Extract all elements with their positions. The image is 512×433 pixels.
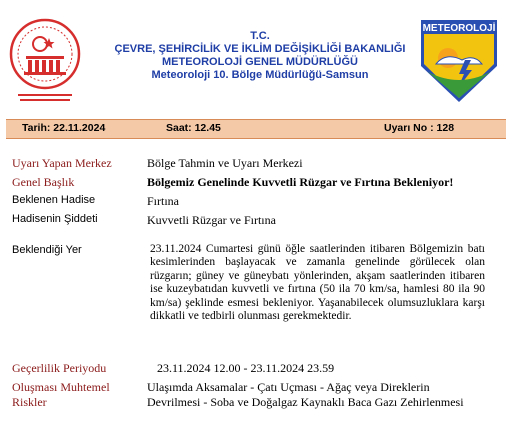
info-bar [6,119,506,139]
warning-number: Uyarı No : 128 [384,122,455,134]
expected-place-description: 23.11.2024 Cumartesi günü öğle saatlerinden itibaren Bölgemizin batı kesimlerinden başlayacak ve zamanla genelinde görülecek olan rüzgarın; güney ve güneybatı yönlerinden, akşam saatlerinden itibaren ise kuzeybatıdan kuvvetli ve fırtına (50 ila 70 km/sa, hamlesi 80 ila 90 km/sa) şeklinde esmesi bekleniyor. Yaşanabilecek olumsuzluklara karşı dikkatli ve tedbirli olunması gerekmektedir. [150,243,485,323]
header-title-block [100,30,420,82]
header-directorate: METEOROLOJİ GENEL MÜDÜRLÜĞÜ [162,56,358,68]
validity-period-label: Geçerlilik Periyodu [12,361,107,375]
header-ministry: ÇEVRE, ŞEHİRCİLİK VE İKLİM DEĞİŞİKLİĞİ BAKANLIĞI [114,43,406,55]
issuer-label: Uyarı Yapan Merkez [12,156,112,170]
ministry-logo-icon [6,14,84,106]
possible-risks-label-line1: Oluşması Muhtemel [12,380,110,394]
meteorology-logo-text: METEOROLOJİ [422,23,496,34]
possible-risks-label-line2: Riskler [12,395,47,409]
expected-event-value: Fırtına [147,194,179,208]
possible-risks-value-line2: Devrilmesi - Soba ve Doğalgaz Kaynaklı Baca Gazı Zehirlenmesi [147,395,464,409]
header-regional-office: Meteoroloji 10. Bölge Müdürlüğü-Samsun [151,69,369,81]
severity-label: Hadisenin Şiddeti [12,213,98,225]
possible-risks-value-line1: Ulaşımda Aksamalar - Çatı Uçması - Ağaç veya Direklerin [147,380,430,394]
issue-time: Saat: 12.45 [166,122,221,134]
expected-place-label: Beklendiği Yer [12,244,82,256]
general-title-label: Genel Başlık [12,175,75,189]
meteorology-logo-icon [418,14,500,104]
issue-date: Tarih: 22.11.2024 [22,122,106,134]
header-tc: T.C. [250,30,270,42]
general-title-value: Bölgemiz Genelinde Kuvvetli Rüzgar ve Fırtına Bekleniyor! [147,175,454,189]
expected-event-label: Beklenen Hadise [12,194,96,206]
document-header [0,0,512,118]
issuer-value: Bölge Tahmin ve Uyarı Merkezi [147,156,303,170]
severity-value: Kuvvetli Rüzgar ve Fırtına [147,213,276,227]
validity-period-value: 23.11.2024 12.00 - 23.11.2024 23.59 [157,361,335,375]
